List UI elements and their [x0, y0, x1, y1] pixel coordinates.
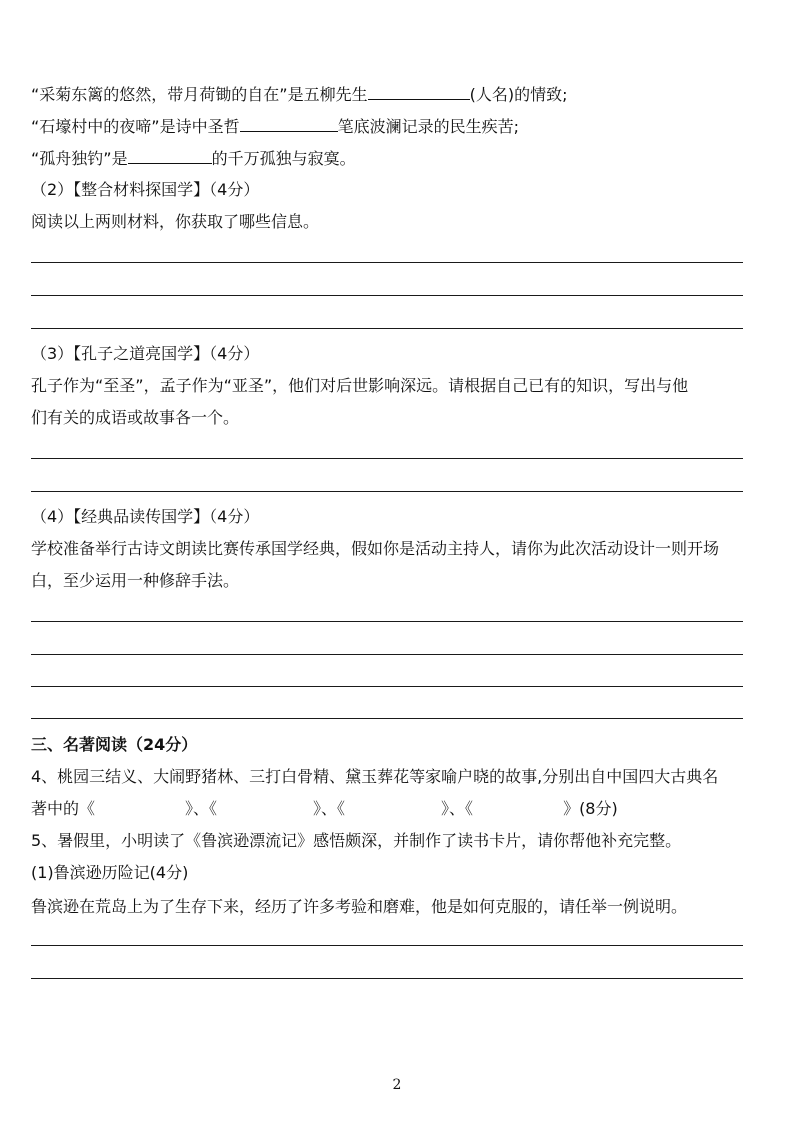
text: 》、《 — [185, 799, 218, 818]
q3-prompt-line-2: 们有关的成语或故事各一个。 — [31, 408, 240, 427]
q2-heading: （2）【整合材料探国学】（4分） — [31, 180, 260, 199]
item5-answer-line-2[interactable] — [31, 978, 743, 979]
text: “孤舟独钓”是 — [31, 149, 128, 168]
item5-prompt: 鲁滨逊在荒岛上为了生存下来，经历了许多考验和磨难，他是如何克服的，请任举一例说明。 — [31, 897, 688, 916]
text: “石壕村中的夜啼”是诗中圣哲 — [31, 117, 240, 136]
page-number: 2 — [392, 1077, 402, 1093]
q4-prompt-line-2: 白，至少运用一种修辞手法。 — [31, 571, 240, 590]
fill-blank-line-1 — [31, 84, 567, 105]
text: 》、《 — [441, 799, 474, 818]
item4-line-1: 4、桃园三结义、大闹野猪林、三打白骨精、黛玉葬花等家喻户晓的故事,分别出自中国四大古典名 — [31, 767, 719, 786]
q3-answer-line-2[interactable] — [31, 491, 743, 492]
item4-line-2 — [31, 799, 618, 819]
q4-answer-line-1[interactable] — [31, 621, 743, 622]
text: (人名)的情致; — [469, 85, 568, 104]
q4-answer-line-4[interactable] — [31, 718, 743, 719]
q2-prompt: 阅读以上两则材料，你获取了哪些信息。 — [31, 212, 320, 231]
q3-answer-line-1[interactable] — [31, 458, 743, 459]
q3-heading: （3）【孔子之道亮国学】（4分） — [31, 344, 260, 363]
q2-answer-line-2[interactable] — [31, 295, 743, 296]
item5-line-1: 5、暑假里，小明读了《鲁滨逊漂流记》感悟颇深，并制作了读书卡片，请你帮他补充完整。 — [31, 831, 682, 850]
text: “采菊东篱的悠然，带月荷锄的自在”是五柳先生 — [31, 85, 368, 104]
q4-answer-line-3[interactable] — [31, 686, 743, 687]
q2-answer-line-3[interactable] — [31, 328, 743, 329]
fill-blank-line-3 — [31, 148, 356, 169]
text: 笔底波澜记录的民生疾苦; — [337, 117, 519, 136]
item5-answer-line-1[interactable] — [31, 945, 743, 946]
text: 》、《 — [313, 799, 346, 818]
q3-prompt-line-1: 孔子作为“至圣”，孟子作为“亚圣”，他们对后世影响深远。请根据自己已有的知识，写出与他 — [31, 376, 689, 395]
q4-answer-line-2[interactable] — [31, 654, 743, 655]
blank-input-poet[interactable] — [240, 116, 338, 132]
q2-answer-line-1[interactable] — [31, 262, 743, 263]
text: 的千万孤独与寂寞。 — [211, 149, 356, 168]
text: 》(8分) — [563, 799, 618, 818]
fill-blank-line-2 — [31, 116, 519, 137]
blank-input-poem[interactable] — [128, 148, 212, 164]
q4-heading: （4）【经典品读传国学】（4分） — [31, 507, 260, 526]
text: 著中的《 — [31, 799, 96, 818]
item5-sub-heading: (1)鲁滨逊历险记(4分) — [31, 863, 189, 882]
blank-input-author[interactable] — [368, 84, 470, 100]
section-3-title: 三、名著阅读（24分） — [31, 735, 198, 754]
q4-prompt-line-1: 学校准备举行古诗文朗读比赛传承国学经典，假如你是活动主持人，请你为此次活动设计一则开场 — [31, 539, 720, 558]
